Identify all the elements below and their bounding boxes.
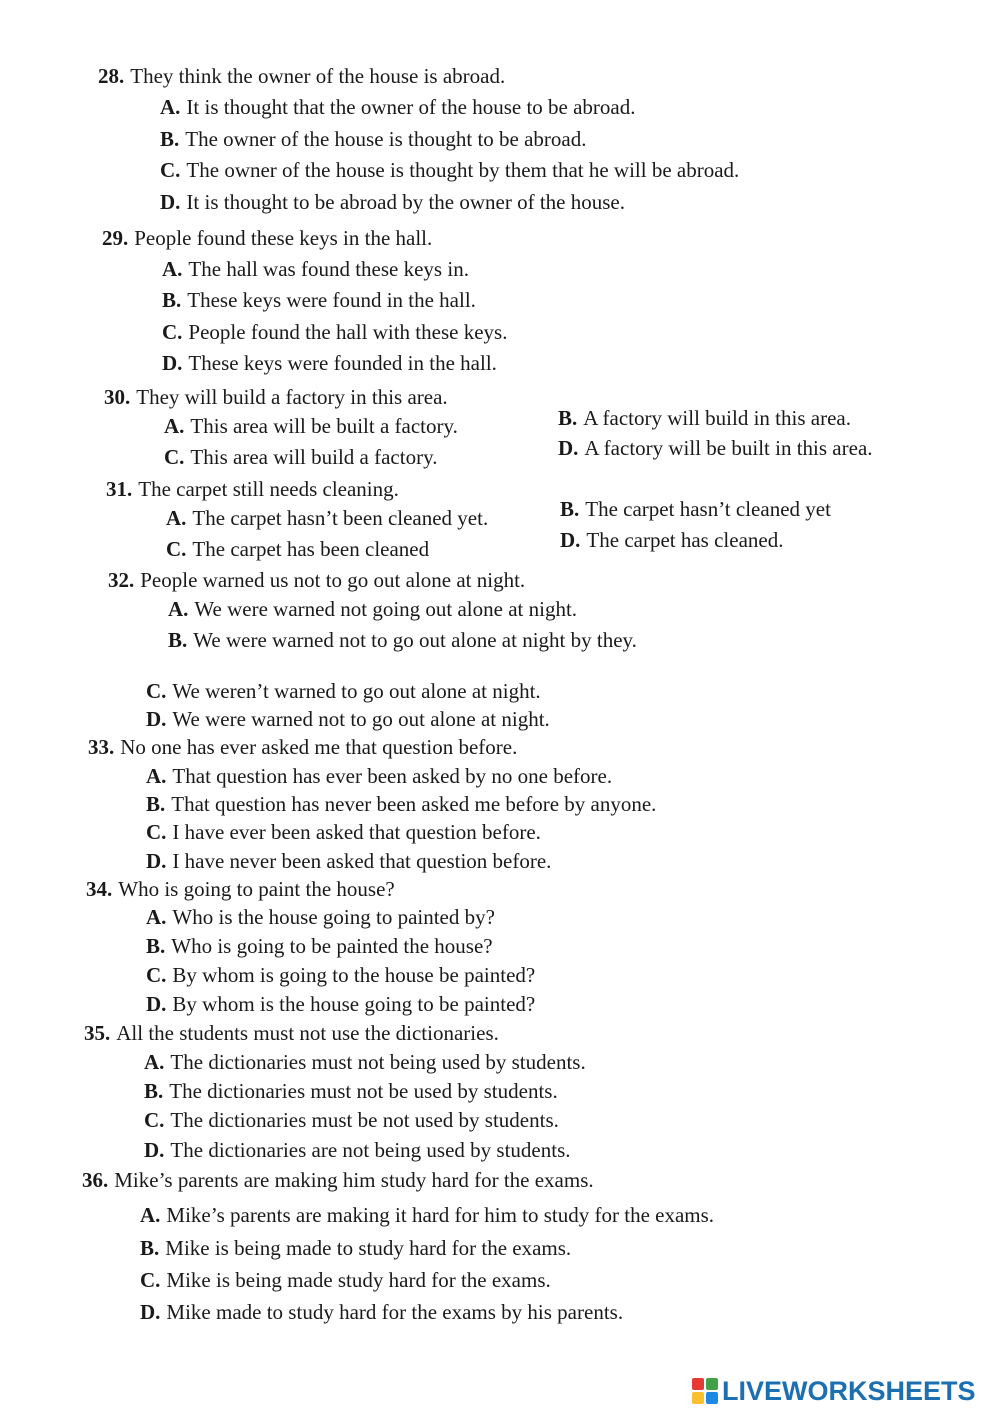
option-text: We were warned not going out alone at night. bbox=[194, 597, 578, 621]
option-text: A factory will build in this area. bbox=[583, 406, 851, 430]
option-33d[interactable] bbox=[146, 849, 551, 873]
option-letter: B. bbox=[160, 127, 180, 151]
question-number: 28. bbox=[98, 64, 125, 88]
option-letter: D. bbox=[146, 992, 167, 1016]
logo-mark-icon bbox=[692, 1378, 718, 1404]
option-28b[interactable] bbox=[160, 127, 587, 151]
option-28d[interactable] bbox=[160, 190, 625, 214]
question-31 bbox=[106, 477, 399, 501]
liveworksheets-logo bbox=[692, 1376, 976, 1406]
option-35b[interactable] bbox=[144, 1079, 558, 1103]
option-letter: A. bbox=[140, 1203, 161, 1227]
option-text: Who is going to be painted the house? bbox=[171, 934, 493, 958]
logo-mark-square bbox=[692, 1378, 704, 1390]
option-text: The carpet hasn’t been cleaned yet. bbox=[192, 506, 489, 530]
option-letter: A. bbox=[144, 1050, 165, 1074]
question-32 bbox=[108, 568, 525, 592]
option-letter: A. bbox=[146, 764, 167, 788]
option-letter: C. bbox=[140, 1268, 161, 1292]
option-text: The carpet hasn’t cleaned yet bbox=[585, 497, 831, 521]
option-text: By whom is the house going to be painted? bbox=[172, 992, 536, 1016]
question-prompt: Mike’s parents are making him study hard for the exams. bbox=[114, 1168, 594, 1192]
option-30d[interactable] bbox=[558, 436, 873, 460]
option-letter: B. bbox=[144, 1079, 164, 1103]
option-letter: C. bbox=[162, 320, 183, 344]
option-text: Who is the house going to painted by? bbox=[172, 905, 495, 929]
option-32a[interactable] bbox=[168, 597, 577, 621]
option-letter: C. bbox=[164, 445, 185, 469]
option-29a[interactable] bbox=[162, 257, 469, 281]
option-letter: C. bbox=[146, 679, 167, 703]
option-33a[interactable] bbox=[146, 764, 612, 788]
option-letter: C. bbox=[144, 1108, 165, 1132]
option-text: The dictionaries must not be used by students. bbox=[169, 1079, 558, 1103]
option-29b[interactable] bbox=[162, 288, 476, 312]
option-32b[interactable] bbox=[168, 628, 637, 652]
option-letter: D. bbox=[144, 1138, 165, 1162]
option-36a[interactable] bbox=[140, 1203, 714, 1227]
option-28a[interactable] bbox=[160, 95, 635, 119]
option-text: That question has ever been asked by no one before. bbox=[172, 764, 613, 788]
option-text: Mike made to study hard for the exams by his parents. bbox=[166, 1300, 624, 1324]
option-letter: C. bbox=[160, 158, 181, 182]
option-text: The owner of the house is thought to be abroad. bbox=[185, 127, 587, 151]
question-prompt: People found these keys in the hall. bbox=[134, 226, 433, 250]
option-34d[interactable] bbox=[146, 992, 535, 1016]
option-letter: A. bbox=[146, 905, 167, 929]
option-letter: C. bbox=[166, 537, 187, 561]
question-prompt: No one has ever asked me that question before. bbox=[120, 735, 518, 759]
option-text: It is thought that the owner of the house to be abroad. bbox=[186, 95, 636, 119]
logo-mark-square bbox=[692, 1392, 704, 1404]
question-number: 36. bbox=[82, 1168, 109, 1192]
option-text: By whom is going to the house be painted? bbox=[172, 963, 536, 987]
logo-mark-square bbox=[706, 1392, 718, 1404]
option-letter: D. bbox=[558, 436, 579, 460]
question-number: 29. bbox=[102, 226, 129, 250]
option-letter: B. bbox=[146, 792, 166, 816]
option-text: We were warned not to go out alone at night. bbox=[172, 707, 550, 731]
question-34 bbox=[86, 877, 395, 901]
option-letter: B. bbox=[162, 288, 182, 312]
question-28 bbox=[98, 64, 505, 88]
option-letter: D. bbox=[140, 1300, 161, 1324]
option-33c[interactable] bbox=[146, 820, 541, 844]
logo-text: LIVEWORKSHEETS bbox=[722, 1375, 976, 1406]
option-32d[interactable] bbox=[146, 707, 550, 731]
option-letter: A. bbox=[166, 506, 187, 530]
option-letter: D. bbox=[162, 351, 183, 375]
option-29c[interactable] bbox=[162, 320, 507, 344]
option-text: The owner of the house is thought by them that he will be abroad. bbox=[186, 158, 740, 182]
option-35d[interactable] bbox=[144, 1138, 571, 1162]
question-prompt: People warned us not to go out alone at night. bbox=[140, 568, 526, 592]
option-text: We weren’t warned to go out alone at night. bbox=[172, 679, 541, 703]
option-text: Mike’s parents are making it hard for him to study for the exams. bbox=[166, 1203, 715, 1227]
option-35c[interactable] bbox=[144, 1108, 559, 1132]
logo-mark-square bbox=[706, 1378, 718, 1390]
option-text: A factory will be built in this area. bbox=[584, 436, 873, 460]
option-letter: A. bbox=[162, 257, 183, 281]
option-33b[interactable] bbox=[146, 792, 656, 816]
option-text: This area will build a factory. bbox=[190, 445, 438, 469]
option-text: It is thought to be abroad by the owner of the house. bbox=[186, 190, 625, 214]
option-text: The dictionaries must not being used by students. bbox=[170, 1050, 586, 1074]
option-34c[interactable] bbox=[146, 963, 535, 987]
option-30a[interactable] bbox=[164, 414, 458, 438]
option-text: These keys were found in the hall. bbox=[187, 288, 476, 312]
option-text: I have ever been asked that question before. bbox=[172, 820, 541, 844]
question-prompt: Who is going to paint the house? bbox=[118, 877, 395, 901]
option-text: The hall was found these keys in. bbox=[188, 257, 469, 281]
option-28c[interactable] bbox=[160, 158, 739, 182]
question-29 bbox=[102, 226, 432, 250]
option-36c[interactable] bbox=[140, 1268, 551, 1292]
option-text: People found the hall with these keys. bbox=[188, 320, 508, 344]
question-number: 35. bbox=[84, 1021, 111, 1045]
option-29d[interactable] bbox=[162, 351, 497, 375]
option-text: These keys were founded in the hall. bbox=[188, 351, 497, 375]
question-prompt: All the students must not use the dictionaries. bbox=[116, 1021, 499, 1045]
question-prompt: They think the owner of the house is abroad. bbox=[130, 64, 506, 88]
question-number: 33. bbox=[88, 735, 115, 759]
option-30b[interactable] bbox=[558, 406, 851, 430]
option-32c[interactable] bbox=[146, 679, 541, 703]
option-letter: A. bbox=[164, 414, 185, 438]
option-letter: B. bbox=[146, 934, 166, 958]
option-31d[interactable] bbox=[560, 528, 783, 552]
option-text: This area will be built a factory. bbox=[190, 414, 458, 438]
question-30 bbox=[104, 385, 448, 409]
option-text: The dictionaries are not being used by students. bbox=[170, 1138, 571, 1162]
option-letter: C. bbox=[146, 820, 167, 844]
option-34b[interactable] bbox=[146, 934, 493, 958]
option-letter: B. bbox=[560, 497, 580, 521]
option-31b[interactable] bbox=[560, 497, 831, 521]
option-letter: D. bbox=[146, 707, 167, 731]
option-31a[interactable] bbox=[166, 506, 488, 530]
option-35a[interactable] bbox=[144, 1050, 586, 1074]
option-letter: B. bbox=[558, 406, 578, 430]
question-number: 34. bbox=[86, 877, 113, 901]
option-text: Mike is being made study hard for the exams. bbox=[166, 1268, 551, 1292]
option-text: The carpet has cleaned. bbox=[586, 528, 784, 552]
question-36 bbox=[82, 1168, 594, 1192]
option-36d[interactable] bbox=[140, 1300, 623, 1324]
option-text: We were warned not to go out alone at night by they. bbox=[193, 628, 637, 652]
option-text: The dictionaries must be not used by students. bbox=[170, 1108, 559, 1132]
option-34a[interactable] bbox=[146, 905, 495, 929]
option-31c[interactable] bbox=[166, 537, 429, 561]
question-prompt: They will build a factory in this area. bbox=[136, 385, 448, 409]
option-letter: B. bbox=[140, 1236, 160, 1260]
question-number: 32. bbox=[108, 568, 135, 592]
option-letter: A. bbox=[168, 597, 189, 621]
option-text: That question has never been asked me before by anyone. bbox=[171, 792, 657, 816]
question-prompt: The carpet still needs cleaning. bbox=[138, 477, 399, 501]
question-35 bbox=[84, 1021, 499, 1045]
question-33 bbox=[88, 735, 517, 759]
option-letter: D. bbox=[160, 190, 181, 214]
option-text: Mike is being made to study hard for the exams. bbox=[165, 1236, 572, 1260]
option-text: The carpet has been cleaned bbox=[192, 537, 430, 561]
option-36b[interactable] bbox=[140, 1236, 571, 1260]
option-letter: B. bbox=[168, 628, 188, 652]
option-letter: C. bbox=[146, 963, 167, 987]
option-letter: D. bbox=[560, 528, 581, 552]
question-number: 31. bbox=[106, 477, 133, 501]
option-letter: D. bbox=[146, 849, 167, 873]
option-text: I have never been asked that question before. bbox=[172, 849, 552, 873]
option-letter: A. bbox=[160, 95, 181, 119]
option-30c[interactable] bbox=[164, 445, 437, 469]
question-number: 30. bbox=[104, 385, 131, 409]
